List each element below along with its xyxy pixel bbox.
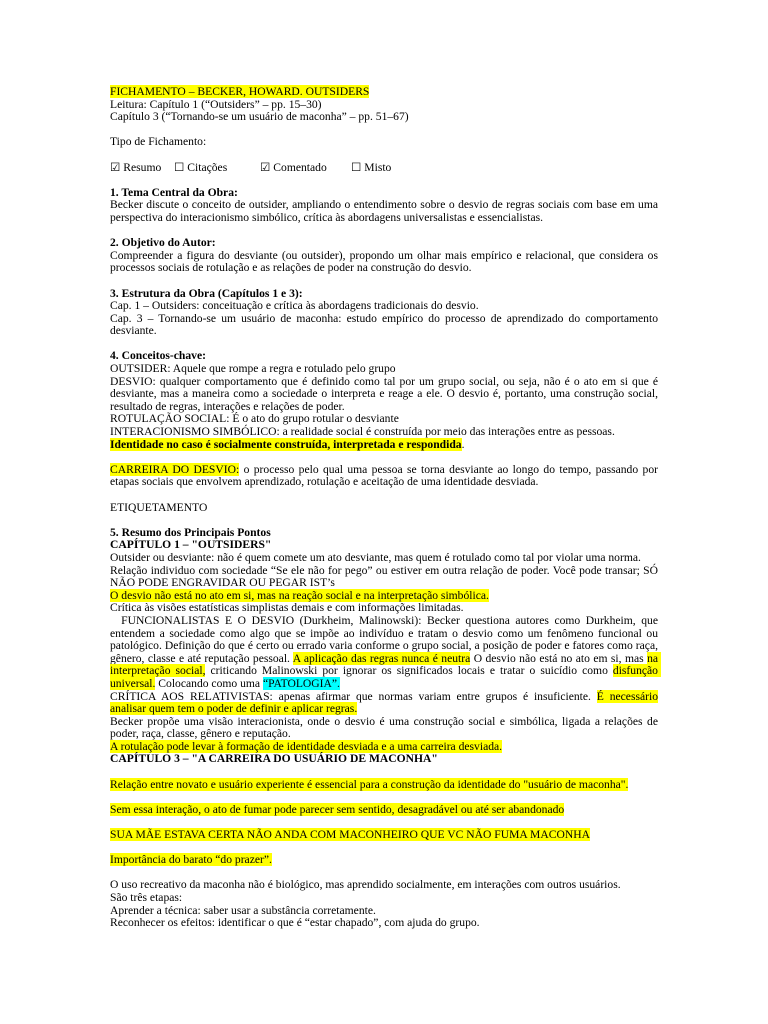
section-4-heading: 4. Conceitos-chave:	[110, 349, 206, 363]
section-2-text: Compreender a figura do desviante (ou outsider), propondo um olhar mais empírico e relacional, que considera os processos sociais de rotulação e as relações de poder na construção do desvio.	[110, 248, 658, 275]
concept-identidade	[110, 439, 658, 452]
funcionalistas-text-b: O desvio não está no ato em si, mas	[470, 651, 648, 665]
ch1-outsider: Outsider ou desviante: não é quem comete um ato desviante, mas quem é rotulado como tal por violar uma norma.	[110, 550, 641, 564]
identidade-period: .	[461, 437, 465, 451]
rotulacao-highlight: A rotulação pode levar à formação de identidade desviada e a uma carreira desviada.	[110, 739, 503, 753]
concept-interacionismo: INTERACIONISMO SIMBÓLICO: a realidade social é construída por meio das interações entre as pessoas.	[110, 425, 615, 439]
ch1-funcionalistas	[110, 613, 661, 691]
checkbox-resumo: ☑ Resumo	[110, 160, 162, 174]
concept-outsider: OUTSIDER: Aquele que rompe a regra e rotulado pelo grupo	[110, 362, 396, 376]
checkbox-comentado: ☑ Comentado	[260, 160, 327, 174]
funcionalistas-text-a: FUNCIONALISTAS E O DESVIO (Durkheim, Malinowski): Becker questiona autores como Durkheim, que entendem a sociedade como algo que se impõe ao indivíduo e tratam o desvio como um fenômeno funcional ou patológico. Definição do que é certo ou errado varia conforme o grupo social, a posição de poder e fatores como raça, gênero, classe e até reputação pessoal.	[110, 613, 661, 665]
ch3-interacao	[110, 804, 658, 817]
ch1-critica: Crítica às visões estatísticas simplistas demais e com informações limitadas.	[110, 601, 464, 615]
ch1-relacao: Relação individuo com sociedade “Se ele não for pego” ou estiver em outra relação de poder. Você pode transar; SÓ NÃO PODE ENGRAVIDAR OU PEGAR IST’s	[110, 563, 658, 590]
ch3-relacao-highlight: Relação entre novato e usuário experiente é essencial para a construção da identidade do "usuário de maconha".	[110, 777, 629, 791]
ch3-mae-highlight: SUA MÃE ESTAVA CERTA NÃO ANDA COM MACONHEIRO QUE VC NÃO FUMA MACONHA	[110, 828, 590, 842]
funcionalistas-text-d: Colocando como uma	[155, 676, 263, 690]
section-3-heading: 3. Estrutura da Obra (Capítulos 1 e 3):	[110, 286, 303, 300]
concept-carreira	[110, 464, 658, 489]
reading-line-2: Capítulo 3 (“Tornando-se um usuário de maconha” – pp. 51–67)	[110, 110, 409, 124]
checkbox-misto: ☐ Misto	[351, 160, 392, 174]
relativistas-highlight: É necessário analisar quem tem o poder de definir e aplicar regras.	[110, 689, 659, 716]
chapter-3-title: CAPÍTULO 3 – "A CARREIRA DO USUÁRIO DE MACONHA"	[110, 752, 438, 766]
document-title	[110, 86, 658, 99]
section-3-cap1: Cap. 1 – Outsiders: conceituação e crítica às abordagens tradicionais do desvio.	[110, 299, 479, 313]
ch1-becker-visao: Becker propõe uma visão interacionista, onde o desvio é uma construção social e simbólica, ligada a relações de poder, raça, classe, gênero e reputação.	[110, 714, 658, 741]
ch3-barato	[110, 854, 658, 867]
funcionalistas-text-c: criticando Malinowski por ignorar os significados locais e tratar o suicídio como	[205, 664, 613, 678]
ch3-etapas: São três etapas:	[110, 891, 183, 904]
title-highlight: FICHAMENTO – BECKER, HOWARD. OUTSIDERS	[110, 85, 370, 98]
chapter-1-title: CAPÍTULO 1 – "OUTSIDERS"	[110, 538, 272, 552]
carreira-text: o processo pelo qual uma pessoa se torna desviante ao longo do tempo, passando por etapas sociais que envolvem aprendizado, rotulação e aceitação de uma identidade desviada.	[110, 462, 658, 489]
reading-line-1: Leitura: Capítulo 1 (“Outsiders” – pp. 15–30)	[110, 97, 322, 111]
section-5-heading: 5. Resumo dos Principais Pontos	[110, 525, 271, 539]
tipo-options	[110, 162, 658, 175]
section-2-heading: 2. Objetivo do Autor:	[110, 236, 216, 250]
aplicacao-highlight: A aplicação das regras nunca é neutra	[292, 651, 471, 665]
carreira-highlight: CARREIRA DO DESVIO:	[110, 462, 240, 476]
ch3-barato-highlight: Importância do barato “do prazer”.	[110, 853, 272, 867]
ch3-relacao	[110, 779, 658, 792]
patologia-highlight: “PATOLOGIA”.	[262, 676, 340, 690]
ch3-etapa-1: Aprender a técnica: saber usar a substância corretamente.	[110, 903, 376, 917]
ch3-mae	[110, 829, 658, 842]
section-1-heading: 1. Tema Central da Obra:	[110, 185, 238, 199]
concept-desvio: DESVIO: qualquer comportamento que é definido como tal por um grupo social, ou seja, não é o ato em si que é desviante, mas a maneira como a sociedade o interpreta e reage a ele. O desvio é, portanto, uma construção social, resultado de regras, interações e relações de poder.	[110, 374, 658, 413]
etiquetamento: ETIQUETAMENTO	[110, 500, 208, 514]
interpretacao-highlight: na interpretação social,	[110, 651, 661, 678]
identidade-highlight: Identidade no caso é socialmente construída, interpretada e respondida	[110, 437, 462, 451]
checkbox-citacoes: ☐ Citações	[174, 160, 228, 174]
tipo-label: Tipo de Fichamento:	[110, 135, 207, 149]
concept-rotulacao: ROTULAÇÃO SOCIAL: É o ato do grupo rotular o desviante	[110, 412, 399, 426]
section-3-cap3: Cap. 3 – Tornando-se um usuário de maconha: estudo empírico do processo de aprendizado do comportamento desviante.	[110, 311, 658, 338]
ch3-etapa-2: Reconhecer os efeitos: identificar o que é “estar chapado”, com ajuda do grupo.	[110, 916, 480, 930]
relativistas-text: CRÍTICA AOS RELATIVISTAS: apenas afirmar que normas variam entre grupos é insuficiente.	[110, 689, 597, 703]
ch1-relativistas	[110, 691, 658, 716]
ch1-desvio-highlight: O desvio não está no ato em si, mas na reação social e na interpretação simbólica.	[110, 588, 489, 602]
disfuncao-highlight: disfunção universal.	[110, 664, 661, 690]
ch3-uso-recreativo: O uso recreativo da maconha não é biológico, mas aprendido socialmente, em interações com outros usuários.	[110, 878, 621, 892]
section-1-text: Becker discute o conceito de outsider, ampliando o entendimento sobre o desvio de regras sociais com base em uma perspectiva do interacionismo simbólico, crítica às abordagens universalistas e essencialistas.	[110, 198, 658, 224]
ch3-interacao-highlight: Sem essa interação, o ato de fumar pode parecer sem sentido, desagradável ou até ser abandonado	[110, 802, 565, 816]
